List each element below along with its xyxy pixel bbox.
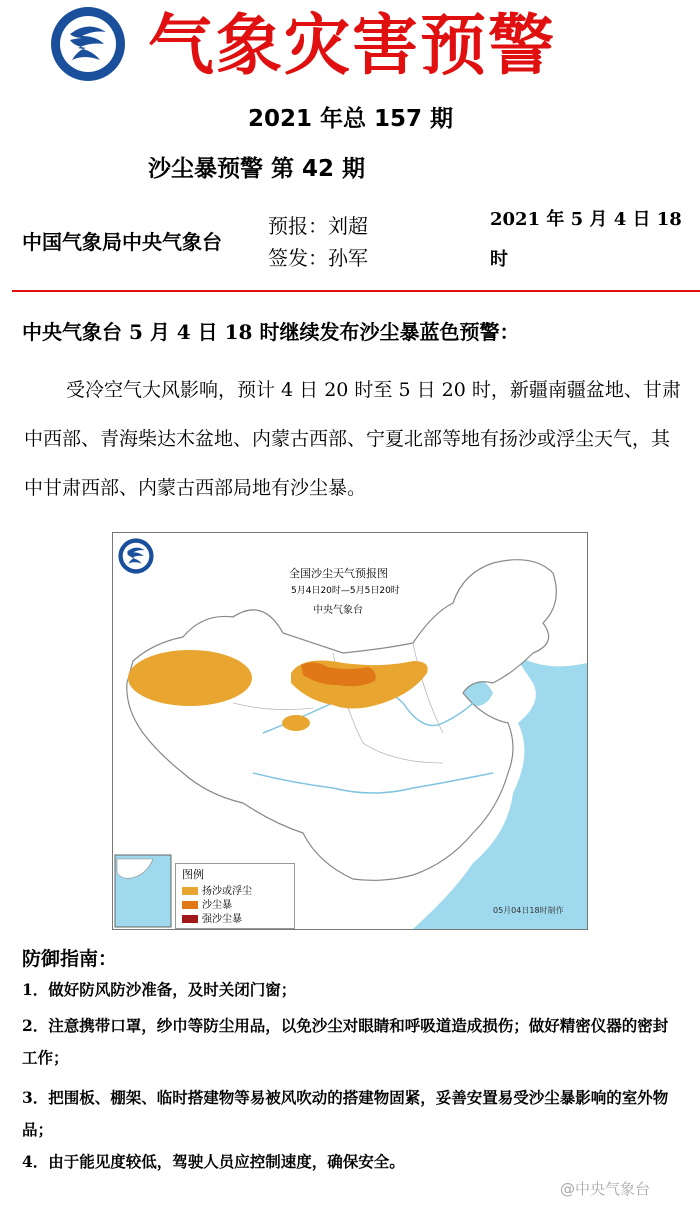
map-title: 全国沙尘天气预报图 xyxy=(289,567,388,580)
map-issuer: 中央气象台 xyxy=(313,605,363,616)
map-stamp: 05月04日18时制作 xyxy=(493,906,564,915)
map-period: 5月4日20时—5月5日20时 xyxy=(291,586,400,596)
legend-title: 图例 xyxy=(182,868,204,881)
guidance-item: 4．由于能见度较低，驾驶人员应控制速度，确保安全。 xyxy=(22,1152,405,1171)
dust-area-xinjiang xyxy=(128,650,252,706)
legend-item: 强沙尘暴 xyxy=(182,910,242,925)
cma-logo-icon xyxy=(48,4,128,84)
issue-number: 2021 年总 157 期 xyxy=(248,106,454,132)
weibo-watermark: @中央气象台 xyxy=(560,1180,651,1198)
notice-body: 受冷空气大风影响，预计 4 日 20 时至 5 日 20 时，新疆南疆盆地、甘肃中西部、青海柴达木盆地、内蒙古西部、宁夏北部等地有扬沙或浮尘天气，其中甘肃西部、内蒙古西部局地有沙尘暴。 xyxy=(24,379,681,499)
page-title: 气象灾害预警 xyxy=(148,6,556,84)
guidance-item: 2．注意携带口罩，纱巾等防尘用品，以免沙尘对眼睛和呼吸道造成损伤；做好精密仪器的密封工作； xyxy=(22,1016,669,1067)
guidance-item: 1．做好防风防沙准备，及时关闭门窗； xyxy=(22,980,297,999)
issue-date: 2021 年 5 月 4 日 18 时 xyxy=(490,209,682,270)
dust-forecast-map xyxy=(112,532,588,930)
guidance-title: 防御指南： xyxy=(22,948,118,970)
legend-item: 沙尘暴 xyxy=(182,896,232,911)
forecaster: 预报：刘超 xyxy=(268,214,368,238)
legend-item: 扬沙或浮尘 xyxy=(182,882,252,897)
header-divider xyxy=(12,290,700,292)
dust-area-qaidam xyxy=(282,715,310,731)
agency-name: 中国气象局中央气象台 xyxy=(22,230,222,254)
notice-headline: 中央气象台 5 月 4 日 18 时继续发布沙尘暴蓝色预警： xyxy=(22,320,520,344)
signer: 签发：孙军 xyxy=(268,246,368,270)
map-legend xyxy=(175,863,295,929)
warning-issue-number: 沙尘暴预警 第 42 期 xyxy=(148,156,366,182)
guidance-item: 3．把围板、棚架、临时搭建物等易被风吹动的搭建物固紧，妥善安置易受沙尘暴影响的室外物品； xyxy=(22,1088,669,1139)
map-logo-icon xyxy=(117,537,155,575)
